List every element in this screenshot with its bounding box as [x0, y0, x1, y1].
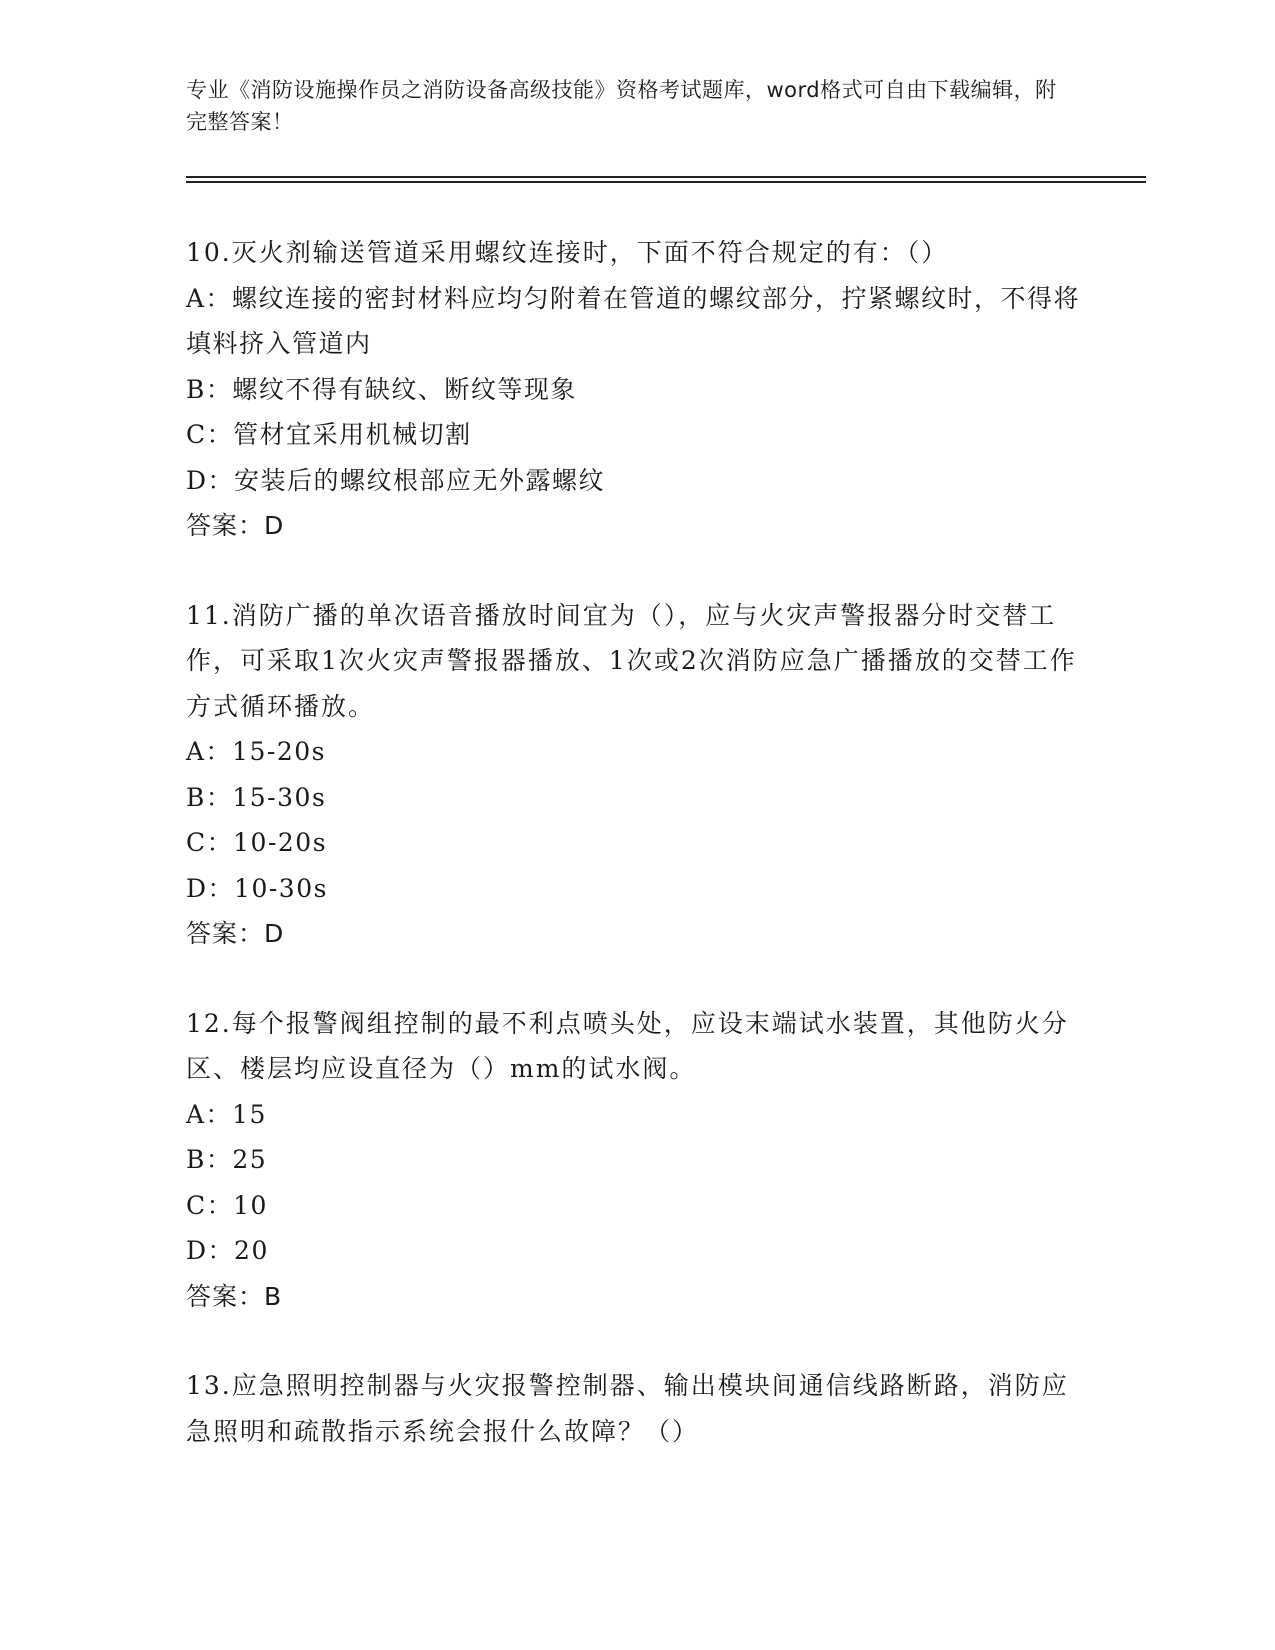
option-a: A：15-20s — [186, 737, 326, 766]
question-10 — [186, 230, 1086, 549]
question-13 — [186, 1363, 1086, 1454]
option-d: D：安装后的螺纹根部应无外露螺纹 — [186, 465, 606, 495]
option-d: D：20 — [186, 1236, 269, 1265]
option-c: C：管材宜采用机械切割 — [186, 420, 472, 449]
answer-line: 答案：B — [186, 1281, 283, 1311]
header-divider-top — [186, 176, 1146, 178]
question-list — [186, 230, 1086, 1498]
answer-line: 答案：D — [186, 919, 285, 948]
option-c: C：10-20s — [186, 828, 328, 857]
question-stem: 13.应急照明控制器与火灾报警控制器、输出模块间通信线路断路，消防应急照明和疏散指示系统会报什么故障？（） — [186, 1371, 1069, 1446]
question-11 — [186, 593, 1086, 957]
option-d: D：10-30s — [186, 873, 328, 903]
question-stem: 12.每个报警阀组控制的最不利点喷头处，应设末端试水装置，其他防火分区、楼层均应设直径为（）mm的试水阀。 — [186, 1008, 1069, 1083]
option-b: B：螺纹不得有缺纹、断纹等现象 — [186, 374, 577, 404]
document-intro: 专业《消防设施操作员之消防设备高级技能》资格考试题库，word格式可自由下载编辑，附完整答案！ — [186, 78, 1057, 134]
option-c: C：10 — [186, 1190, 268, 1220]
option-b: B：15-30s — [186, 782, 327, 812]
header-divider-bottom — [186, 181, 1146, 183]
option-a: A：螺纹连接的密封材料应均匀附着在管道的螺纹部分，拧紧螺纹时，不得将填料挤入管道内 — [186, 283, 1081, 358]
answer-line: 答案：D — [186, 511, 285, 540]
question-stem: 11.消防广播的单次语音播放时间宜为（），应与火灾声警报器分时交替工作，可采取1次火灾声警报器播放、1次或2次消防应急广播播放的交替工作方式循环播放。 — [186, 600, 1077, 721]
option-a: A：15 — [186, 1099, 267, 1129]
option-b: B：25 — [186, 1145, 268, 1174]
question-12 — [186, 1001, 1086, 1320]
question-stem: 10.灭火剂输送管道采用螺纹连接时，下面不符合规定的有：（） — [186, 238, 949, 267]
